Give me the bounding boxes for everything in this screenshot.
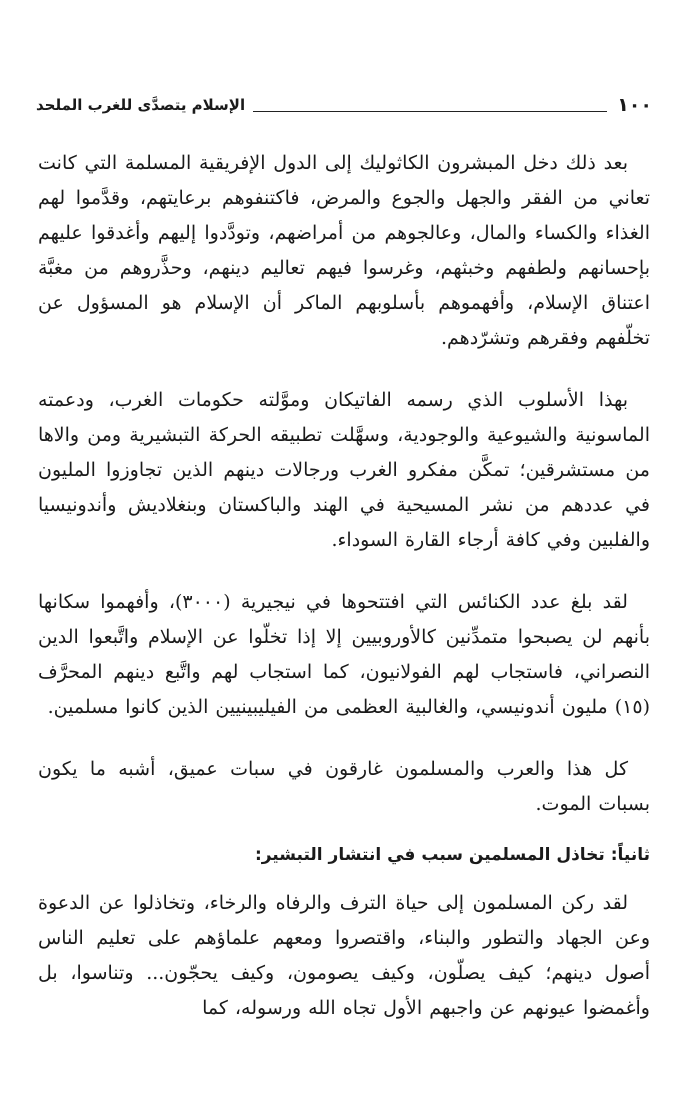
running-head [36,88,652,118]
paragraph-muslims-complacency: لقد ركن المسلمون إلى حياة الترف والرفاه والرخاء، وتخاذلوا عن الدعوة وعن الجهاد والتطور والبناء، واقتصروا ومعهم علماؤهم على تعليم الناس أصول دينهم؛ كيف يصلّون، وكيف يصومون، وكيف يحجّون... وتناسوا، بل وأغمضوا عيونهم عن واجبهم الأول تجاه الله ورسوله، كما [38,892,650,1019]
body-text [38,146,650,1026]
paragraph-nigeria-churches: لقد بلغ عدد الكنائس التي افتتحوها في نيجيرية (٣٠٠٠)، وأفهموا سكانها بأنهم لن يصبحوا متمدِّنين كالأوروبيين إلا إذا تخلّوا عن الإسلام واتَّبعوا الدين النصراني، فاستجاب لهم الفولانيون، كما استجاب لهم واتَّبع دينهم المحرَّف (١٥) مليون أندونيسي، والغالبية العظمى من الفيليبينيين الذين كانوا مسلمين. [38,591,650,718]
header-rule [253,111,607,112]
book-title: الإسلام يتصدَّى للغرب الملحد [36,96,246,114]
paragraph-missionaries-africa: بعد ذلك دخل المبشرون الكاثوليك إلى الدول الإفريقية المسلمة التي كانت تعاني من الفقر والجهل والجوع والمرض، فاكتنفوهم برعايتهم، وقدَّموا لهم الغذاء والكساء والمال، وعالجوهم من أمراضهم، وتودَّدوا إليهم وأغدقوا عليهم بإحسانهم ولطفهم وخبثهم، وغرسوا فيهم تعاليم دينهم، وحذَّروهم من مغبَّة اعتناق الإسلام، وأفهموهم بأسلوبهم الماكر أن الإسلام هو المسؤول عن تخلّفهم وفقرهم وتشرّدهم. [38,152,650,349]
section-heading: ثانياً: تخاذل المسلمين سبب في انتشار التبشير: [254,845,650,865]
paragraph-vatican-method: بهذا الأسلوب الذي رسمه الفاتيكان وموَّلته حكومات الغرب، ودعمته الماسونية والشيوعية والوجودية، وسهَّلت تطبيقه الحركة التبشيرية ومن والاها من مستشرقين؛ تمكَّن مفكرو الغرب ورجالات دينهم الذين تجاوزوا المليون في عددهم من نشر المسيحية في الهند والباكستان وبنغلاديش وأندونيسيا والفلبين وفي كافة أرجاء القارة السوداء. [38,389,650,551]
paragraph-deep-sleep: كل هذا والعرب والمسلمون غارقون في سبات عميق، أشبه ما يكون بسبات الموت. [38,758,650,815]
page-number: ١٠٠ [617,94,652,116]
